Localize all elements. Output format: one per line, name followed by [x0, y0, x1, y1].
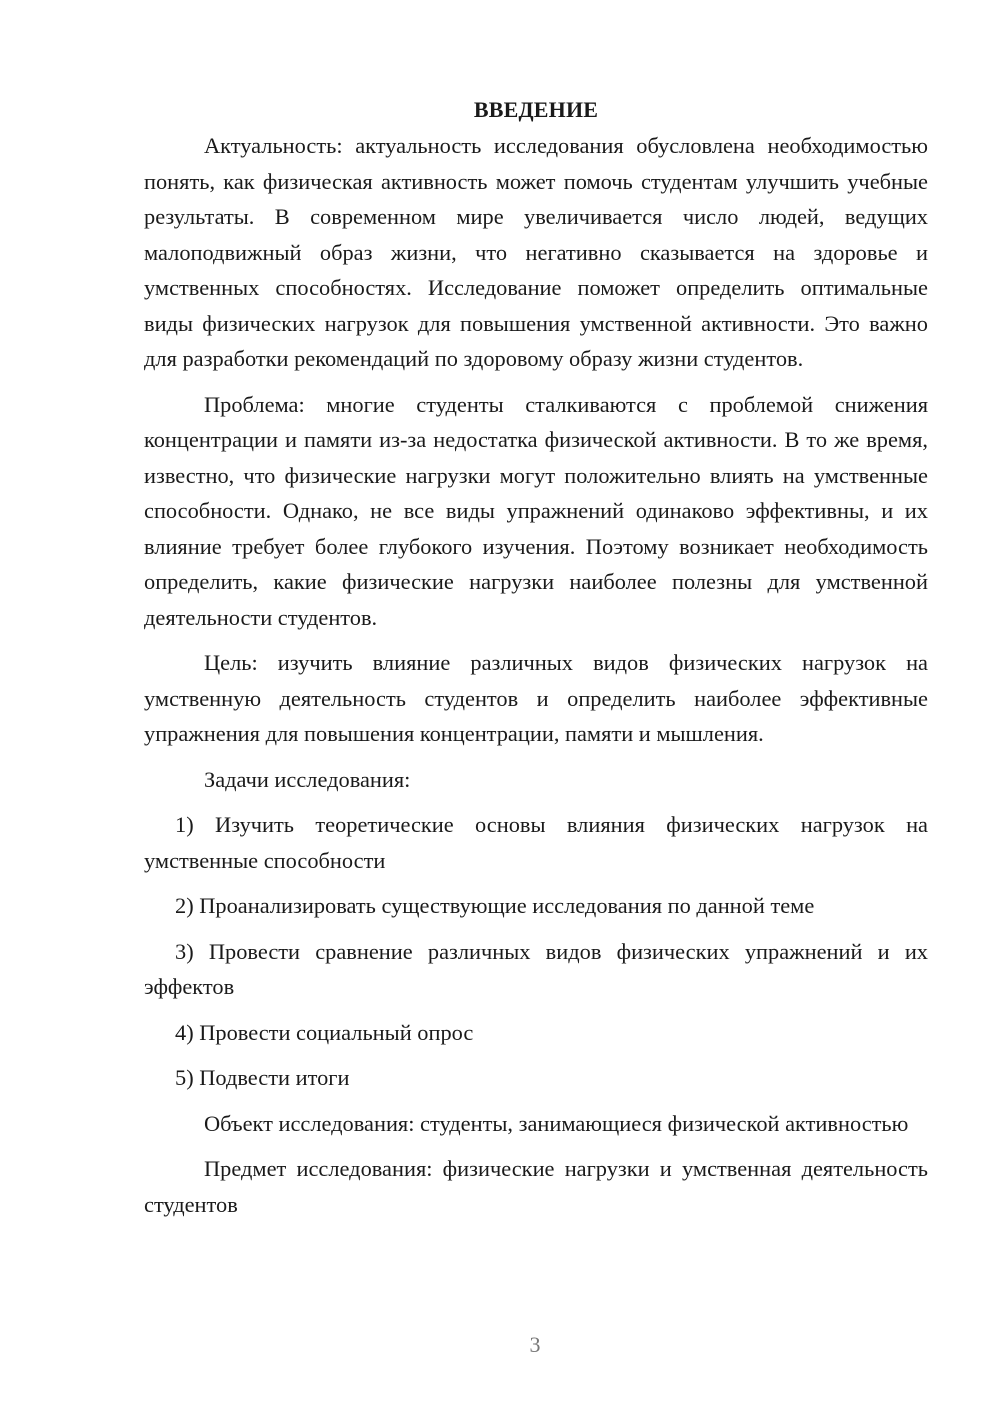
- page-title: ВВЕДЕНИЕ: [473, 97, 599, 122]
- tasks-list: [144, 807, 928, 1096]
- relevance-paragraph: Актуальность: актуальность исследования обусловлена необходимостью понять, как физическая активность может помочь студентам улучшить учебные результаты. В современном мире увеличивается число людей, ведущих малоподвижный образ жизни, что негативно сказывается на здоровье и умственных способностях. Исследование поможет определить оптимальные виды физических нагрузок для повышения умственной активности. Это важно для разработки рекомендаций по здоровому образу жизни студентов.: [144, 133, 928, 371]
- list-item: 3) Провести сравнение различных видов физических упражнений и их эффектов: [144, 938, 928, 999]
- problem-paragraph: Проблема: многие студенты сталкиваются с проблемой снижения концентрации и памяти из-за недостатка физической активности. В то же время, известно, что физические нагрузки могут положительно влиять на умственные способности. Однако, не все виды упражнений одинаково эффективны, и их влияние требует более глубокого изучения. Поэтому возникает необходимость определить, какие физические нагрузки наиболее полезны для умственной деятельности студентов.: [144, 391, 928, 630]
- page-number: 3: [529, 1332, 541, 1357]
- subject-paragraph: Предмет исследования: физические нагрузки и умственная деятельность студентов: [144, 1156, 928, 1217]
- list-item: 4) Провести социальный опрос: [175, 1019, 474, 1045]
- list-item: 2) Проанализировать существующие исследования по данной теме: [175, 893, 815, 918]
- page-content: [144, 94, 928, 1222]
- list-item: 5) Подвести итоги: [175, 1065, 350, 1090]
- list-item: 1) Изучить теоретические основы влияния физических нагрузок на умственные способности: [144, 812, 928, 873]
- tasks-heading: Задачи исследования:: [204, 766, 411, 792]
- object-paragraph: Объект исследования: студенты, занимающиеся физической активностью: [204, 1110, 909, 1136]
- goal-paragraph: Цель: изучить влияние различных видов физических нагрузок на умственную деятельность студентов и определить наиболее эффективные упражнения для повышения концентрации, памяти и мышления.: [144, 650, 928, 746]
